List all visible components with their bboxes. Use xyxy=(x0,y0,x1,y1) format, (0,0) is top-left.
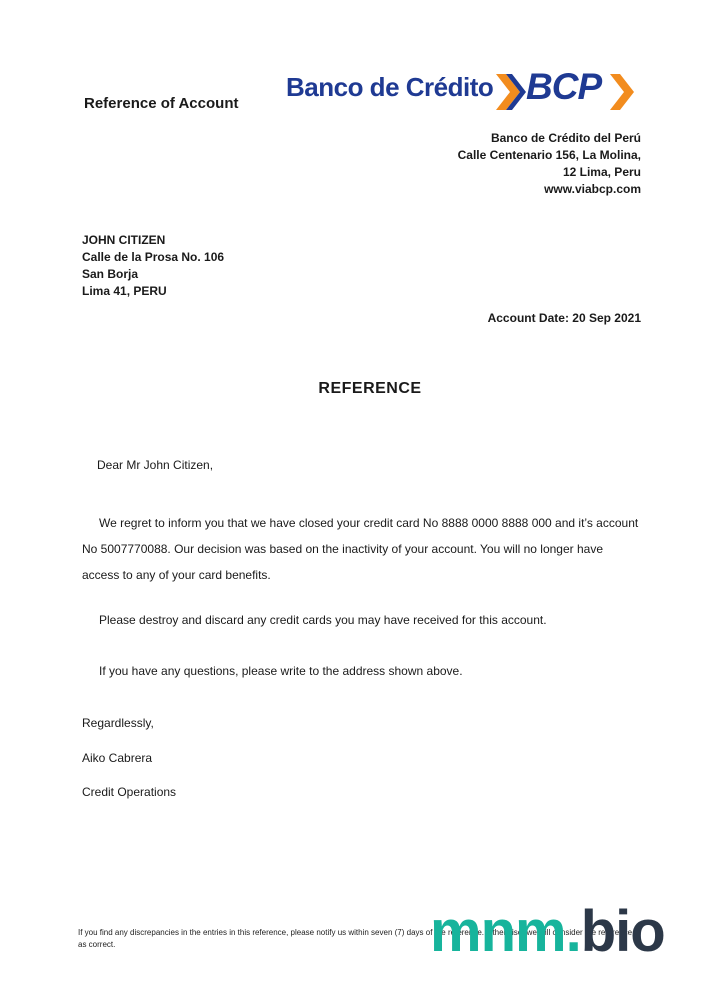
watermark-part-1: mnm. xyxy=(430,899,581,964)
closing: Regardlessly, xyxy=(82,716,154,730)
account-date: Account Date: 20 Sep 2021 xyxy=(487,311,641,325)
recipient-address xyxy=(82,232,224,300)
bank-address xyxy=(458,130,641,198)
recipient-district: San Borja xyxy=(82,267,139,281)
bank-logo xyxy=(286,66,646,118)
logo-text: Banco de Crédito xyxy=(286,72,494,102)
recipient-name: JOHN CITIZEN xyxy=(82,233,166,247)
bank-street: Calle Centenario 156, La Molina, xyxy=(457,148,641,162)
watermark-part-2: bio xyxy=(580,899,665,964)
watermark xyxy=(430,898,665,965)
bank-city: 12 Lima, Peru xyxy=(562,165,641,179)
body-paragraph-1: We regret to inform you that we have closed your credit card No 8888 0000 8888 000 and it’s account No 5007770088. Our decision was based on the inactivity of your account. You will no longer have access to any of your card benefits. xyxy=(82,516,639,582)
department: Credit Operations xyxy=(82,785,177,799)
logo-mark: BCP xyxy=(526,66,602,107)
recipient-street: Calle de la Prosa No. 106 xyxy=(82,250,225,264)
body-paragraph-3: If you have any questions, please write to the address shown above. xyxy=(99,664,463,678)
salutation: Dear Mr John Citizen, xyxy=(97,458,214,472)
chevron-arrows-icon xyxy=(494,70,528,119)
chevron-arrows-icon-right xyxy=(608,70,638,119)
document-heading: Reference of Account xyxy=(84,95,239,112)
signer-name: Aiko Cabrera xyxy=(82,751,153,765)
reference-title: REFERENCE xyxy=(318,380,422,397)
footer-note: If you find any discrepancies in the entries in this reference, please notify us within seven (7) days of the reference. Otherwise, we will consider the reference as correct. xyxy=(78,928,633,949)
bank-website: www.viabcp.com xyxy=(544,182,641,196)
body-paragraph-2: Please destroy and discard any credit cards you may have received for this account. xyxy=(99,613,547,627)
bank-name: Banco de Crédito del Perú xyxy=(490,131,641,145)
recipient-city: Lima 41, PERU xyxy=(82,284,167,298)
